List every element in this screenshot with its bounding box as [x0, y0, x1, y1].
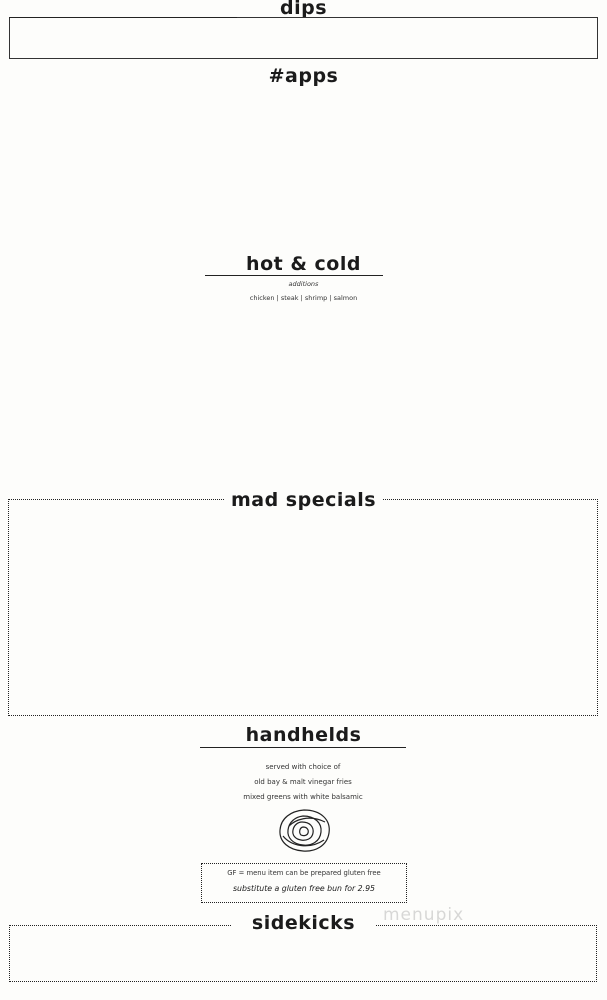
specials-heading: mad specials — [224, 489, 383, 511]
hotcold-heading: hot & cold — [246, 253, 361, 275]
served-line-3: mixed greens with white balsamic — [243, 793, 363, 801]
rose-logo-icon — [269, 806, 339, 856]
watermark: menupix — [383, 905, 465, 925]
dips-box — [9, 17, 598, 59]
handhelds-heading: handhelds — [245, 724, 362, 746]
dips-heading: dips — [279, 0, 328, 19]
gf-substitute: substitute a gluten free bun for 2.95 — [232, 884, 376, 893]
served-line-1: served with choice of — [265, 763, 341, 771]
served-line-2: old bay & malt vinegar fries — [254, 778, 352, 786]
apps-heading: #apps — [268, 65, 339, 87]
specials-box — [8, 499, 598, 716]
gf-note: GF = menu item can be prepared gluten free — [227, 869, 381, 877]
sidekicks-heading: sidekicks — [232, 912, 375, 934]
additions-label: additions — [288, 280, 319, 288]
additions-list: chicken | steak | shrimp | salmon — [249, 294, 358, 302]
